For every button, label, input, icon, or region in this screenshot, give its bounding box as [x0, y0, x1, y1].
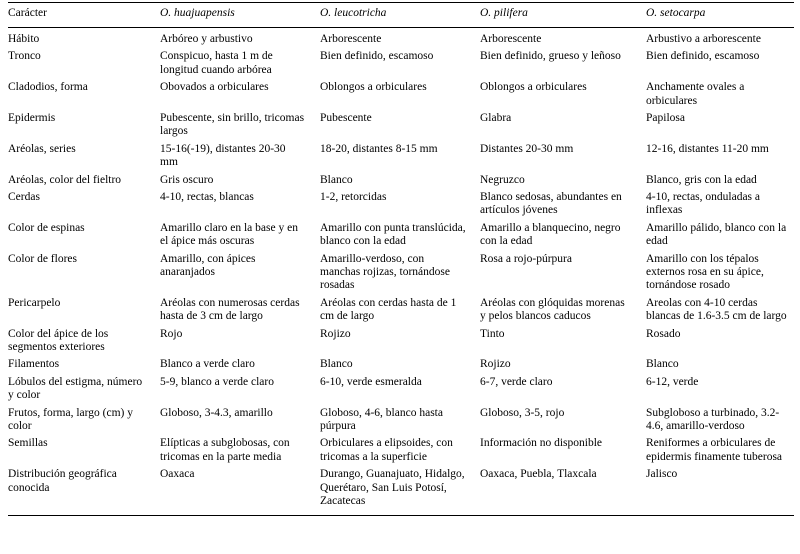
table-cell: Distantes 20-30 mm — [480, 142, 574, 155]
row-label: Filamentos — [8, 358, 60, 371]
row-label: Distribución geográfica conocida — [8, 468, 117, 494]
table-cell: Amarillo-verdoso, con manchas rojizas, tornándose rosadas — [320, 252, 450, 292]
table-cell: Amarillo claro en la base y en el ápice más oscuras — [160, 221, 298, 248]
column-header-caracter: Carácter — [8, 7, 47, 19]
column-header-leucotricha: O. leucotricha — [320, 7, 387, 19]
table-cell: 4-10, rectas, blancas — [160, 190, 254, 203]
table-cell: Amarillo con los tépalos externos rosa en su ápice, tornándose rosado — [646, 252, 764, 292]
table-cell: Aréolas con glóquidas morenas y pelos blancos caducos — [480, 296, 625, 323]
table-cell: 12-16, distantes 11-20 mm — [646, 142, 769, 155]
table-row — [8, 80, 794, 111]
table-cell: 4-10, rectas, onduladas a inflexas — [646, 190, 761, 217]
table-row — [8, 295, 794, 326]
table-cell: Pubescente, sin brillo, tricomas largos — [160, 111, 305, 138]
table-cell: Orbiculares a elipsoides, con tricomas a la superficie — [320, 437, 453, 463]
table-cell: Glabra — [480, 111, 512, 124]
table-bottom-rule — [8, 515, 794, 516]
table-cell: Amarillo, con ápices anaranjados — [160, 252, 256, 278]
column-header-huajuapensis: O. huajuapensis — [160, 7, 235, 19]
table-cell: Información no disponible — [480, 437, 603, 450]
table-cell: Aréolas con numerosas cerdas hasta de 3 cm de largo — [160, 296, 300, 323]
table-cell: Obovados a orbiculares — [160, 81, 269, 94]
table-cell: Anchamente ovales a orbiculares — [646, 81, 745, 107]
table-row — [8, 251, 794, 295]
table-cell: Negruzco — [480, 173, 525, 186]
table-cell: 5-9, blanco a verde claro — [160, 375, 274, 388]
row-label: Color de flores — [8, 252, 77, 265]
column-header-setocarpa: O. setocarpa — [646, 7, 706, 19]
table-cell: Rosado — [646, 327, 681, 340]
table-cell: Blanco a verde claro — [160, 358, 255, 371]
table-row — [8, 141, 794, 172]
table-cell: Durango, Guanajuato, Hidalgo, Querétaro, San Luis Potosí, Zacatecas — [320, 468, 465, 508]
table-cell: Jalisco — [646, 468, 678, 481]
table-cell: Oaxaca — [160, 468, 195, 481]
table-cell: Conspicuo, hasta 1 m de longitud cuando arbórea — [160, 50, 273, 76]
table-cell: Rojizo — [320, 327, 351, 340]
table-cell: Bien definido, escamoso — [320, 50, 434, 63]
row-label: Hábito — [8, 32, 40, 45]
row-label: Epidermis — [8, 111, 56, 124]
table-cell: Reniformes a orbiculares de epidermis finamente tuberosa — [646, 437, 783, 463]
table-cell: Arborescente — [320, 32, 382, 45]
table-row — [8, 110, 794, 141]
table-cell: Blanco — [320, 358, 353, 371]
table-header-row — [8, 3, 794, 27]
row-label: Cladodios, forma — [8, 81, 88, 94]
table-cell: Aréolas con cerdas hasta de 1 cm de largo — [320, 296, 457, 323]
table-cell: Areolas con 4-10 cerdas blancas de 1.6-3.5 cm de largo — [646, 296, 787, 323]
row-label: Color de espinas — [8, 221, 85, 234]
table-cell: Globoso, 3-4.3, amarillo — [160, 406, 273, 419]
row-label: Color del ápice de los segmentos exteriores — [8, 327, 109, 354]
table-cell: Rojizo — [480, 358, 511, 371]
table-row — [8, 220, 794, 251]
table-cell: Blanco — [320, 173, 353, 186]
table-cell: Globoso, 3-5, rojo — [480, 406, 565, 419]
table-cell: Arbóreo y arbustivo — [160, 32, 253, 45]
table-cell: Oblongos a orbiculares — [480, 81, 587, 94]
table-cell: Oaxaca, Puebla, Tlaxcala — [480, 468, 597, 481]
table-row — [8, 374, 794, 405]
table-cell: Arbustivo a arborescente — [646, 32, 761, 45]
row-label: Lóbulos del estigma, número y color — [8, 375, 143, 402]
table-cell: Amarillo pálido, blanco con la edad — [646, 221, 787, 248]
table-cell: 1-2, retorcidas — [320, 190, 387, 203]
row-label: Semillas — [8, 437, 48, 450]
row-label: Pericarpelo — [8, 296, 61, 309]
table-cell: Tinto — [480, 327, 505, 340]
table-cell: Amarillo a blanquecino, negro con la edad — [480, 221, 621, 248]
table-cell: Pubescente — [320, 111, 372, 124]
table-cell: Oblongos a orbiculares — [320, 81, 427, 94]
table-row — [8, 357, 794, 374]
table-cell: Globoso, 4-6, blanco hasta púrpura — [320, 406, 443, 433]
table-cell: Blanco — [646, 358, 679, 371]
table-cell: 6-10, verde esmeralda — [320, 375, 422, 388]
table-cell: Blanco sedosas, abundantes en artículos jóvenes — [480, 190, 622, 217]
table-row — [8, 31, 794, 48]
table-cell: 18-20, distantes 8-15 mm — [320, 142, 438, 155]
table-cell: 15-16(-19), distantes 20-30 mm — [160, 142, 286, 169]
row-label: Aréolas, color del fieltro — [8, 173, 122, 186]
row-label: Aréolas, series — [8, 142, 76, 155]
table-row — [8, 467, 794, 511]
table-cell: Rojo — [160, 327, 183, 340]
table-cell: Papilosa — [646, 111, 685, 124]
table-cell: 6-12, verde — [646, 375, 699, 388]
table-cell: Bien definido, escamoso — [646, 50, 760, 63]
row-label: Tronco — [8, 50, 41, 63]
table-row — [8, 405, 794, 436]
column-header-pilifera: O. pilifera — [480, 7, 528, 19]
table-cell: Elípticas a subglobosas, con tricomas en la parte media — [160, 437, 290, 463]
table-row — [8, 172, 794, 189]
table-cell: Amarillo con punta translúcida, blanco con la edad — [320, 221, 466, 248]
table-row — [8, 49, 794, 80]
table-body — [8, 28, 794, 515]
row-label: Cerdas — [8, 190, 40, 203]
table-cell: Rosa a rojo-púrpura — [480, 252, 572, 265]
table-cell: Bien definido, grueso y leñoso — [480, 50, 621, 63]
table-row — [8, 326, 794, 357]
table-cell: 6-7, verde claro — [480, 375, 553, 388]
table-cell: Blanco, gris con la edad — [646, 173, 757, 186]
table-row — [8, 189, 794, 220]
table-cell: Arborescente — [480, 32, 542, 45]
table-cell: Gris oscuro — [160, 173, 214, 186]
table-row — [8, 436, 794, 467]
table-cell: Subgloboso a turbinado, 3.2-4.6, amarillo-verdoso — [646, 406, 780, 433]
row-label: Frutos, forma, largo (cm) y color — [8, 406, 133, 433]
